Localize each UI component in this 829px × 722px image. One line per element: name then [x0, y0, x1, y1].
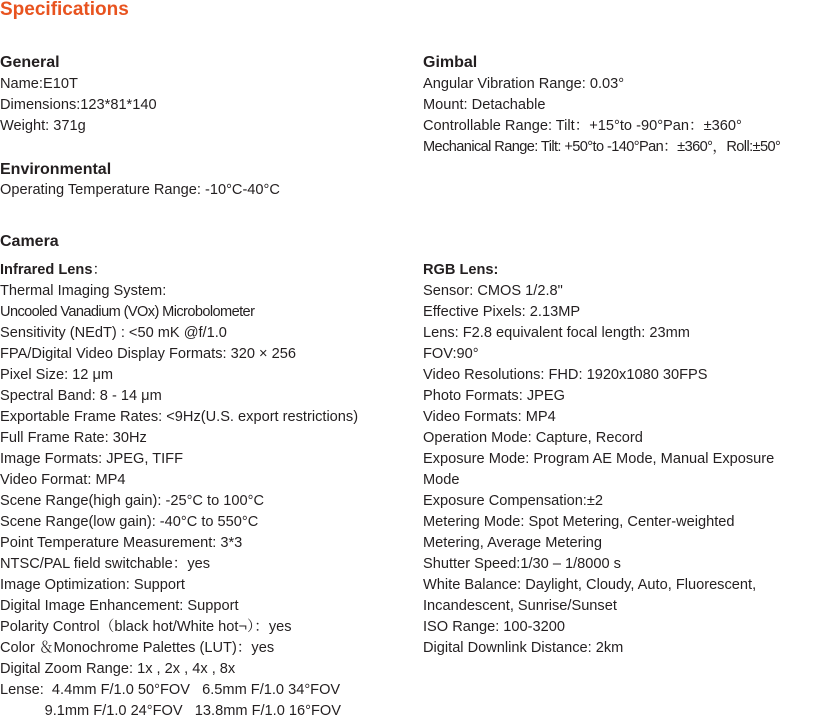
infrared-line: Video Format: MP4	[0, 472, 126, 488]
infrared-line: Digital Image Enhancement: Support	[0, 598, 239, 614]
infrared-line: FPA/Digital Video Display Formats: 320 × 256	[0, 346, 296, 362]
gimbal-angular-vibration: Angular Vibration Range: 0.03°	[423, 76, 625, 92]
rgb-section	[423, 260, 774, 659]
rgb-line: Metering, Average Metering	[423, 535, 603, 551]
rgb-line: Shutter Speed:1/30 – 1/8000 s	[423, 556, 621, 572]
general-section	[0, 74, 157, 137]
infrared-line: Exportable Frame Rates: <9Hz(U.S. export restrictions)	[0, 409, 359, 425]
infrared-line: Thermal Imaging System:	[0, 283, 167, 299]
rgb-line: Mode	[423, 472, 460, 488]
rgb-line: Video Formats: MP4	[423, 409, 556, 425]
infrared-line: Color ＆Monochrome Palettes (LUT)：yes	[0, 640, 275, 656]
general-weight: Weight: 371g	[0, 118, 86, 134]
rgb-line: Exposure Compensation:±2	[423, 493, 603, 509]
page-title: Specifications	[0, 0, 129, 20]
infrared-line: Uncooled Vanadium (VOx) Microbolometer	[0, 304, 255, 320]
gimbal-mechanical-range: Mechanical Range: Tilt: +50°to -140°Pan：±360°，Roll:±50°	[423, 139, 781, 155]
infrared-line: Digital Zoom Range: 1x , 2x , 4x , 8x	[0, 661, 236, 677]
infrared-line: Scene Range(high gain): -25°C to 100°C	[0, 493, 264, 509]
environmental-heading: Environmental	[0, 161, 112, 178]
infrared-lens-label	[0, 260, 358, 281]
infrared-line: Image Optimization: Support	[0, 577, 185, 593]
rgb-lens-label: RGB Lens:	[423, 262, 499, 278]
rgb-line: Sensor: CMOS 1/2.8"	[423, 283, 563, 299]
general-heading: General	[0, 54, 60, 71]
rgb-line: White Balance: Daylight, Cloudy, Auto, Fluorescent,	[423, 577, 757, 593]
infrared-line: Scene Range(low gain): -40°C to 550°C	[0, 514, 259, 530]
gimbal-section	[423, 74, 780, 158]
rgb-line: Exposure Mode: Program AE Mode, Manual Exposure	[423, 451, 775, 467]
rgb-line: Effective Pixels: 2.13MP	[423, 304, 581, 320]
camera-heading: Camera	[0, 233, 59, 250]
rgb-line: ISO Range: 100-3200	[423, 619, 565, 635]
infrared-line: Sensitivity (NEdT) : <50 mK @f/1.0	[0, 325, 227, 341]
infrared-line: Full Frame Rate: 30Hz	[0, 430, 147, 446]
infrared-line: Lense: 4.4mm F/1.0 50°FOV 6.5mm F/1.0 34°FOV	[0, 682, 341, 698]
infrared-lens-label-suffix: ：	[92, 262, 108, 278]
infrared-line: Point Temperature Measurement: 3*3	[0, 535, 243, 551]
rgb-line: Digital Downlink Distance: 2km	[423, 640, 624, 656]
rgb-line: Photo Formats: JPEG	[423, 388, 565, 404]
rgb-line: Operation Mode: Capture, Record	[423, 430, 643, 446]
infrared-line: Polarity Control（black hot/White hot¬）：yes	[0, 619, 292, 635]
infrared-line: Pixel Size: 12 μm	[0, 367, 114, 383]
rgb-line: Incandescent, Sunrise/Sunset	[423, 598, 617, 614]
infrared-line: Image Formats: JPEG, TIFF	[0, 451, 183, 467]
infrared-line: 9.1mm F/1.0 24°FOV 13.8mm F/1.0 16°FOV	[0, 703, 341, 719]
general-dimensions: Dimensions:123*81*140	[0, 97, 157, 113]
rgb-line: Metering Mode: Spot Metering, Center-weighted	[423, 514, 735, 530]
gimbal-mount: Mount: Detachable	[423, 97, 546, 113]
rgb-line: Video Resolutions: FHD: 1920x1080 30FPS	[423, 367, 708, 383]
infrared-lens-label-text: Infrared Lens	[0, 262, 93, 278]
gimbal-controllable-range: Controllable Range: Tilt：+15°to -90°Pan：±360°	[423, 118, 742, 134]
operating-temperature: Operating Temperature Range: -10°C-40°C	[0, 182, 280, 198]
general-name: Name:E10T	[0, 76, 78, 92]
environmental-section	[0, 180, 280, 201]
infrared-line: NTSC/PAL field switchable：yes	[0, 556, 211, 572]
infrared-section	[0, 260, 358, 722]
rgb-line: FOV:90°	[423, 346, 479, 362]
gimbal-heading: Gimbal	[423, 54, 478, 71]
infrared-line: Spectral Band: 8 - 14 μm	[0, 388, 162, 404]
rgb-line: Lens: F2.8 equivalent focal length: 23mm	[423, 325, 690, 341]
